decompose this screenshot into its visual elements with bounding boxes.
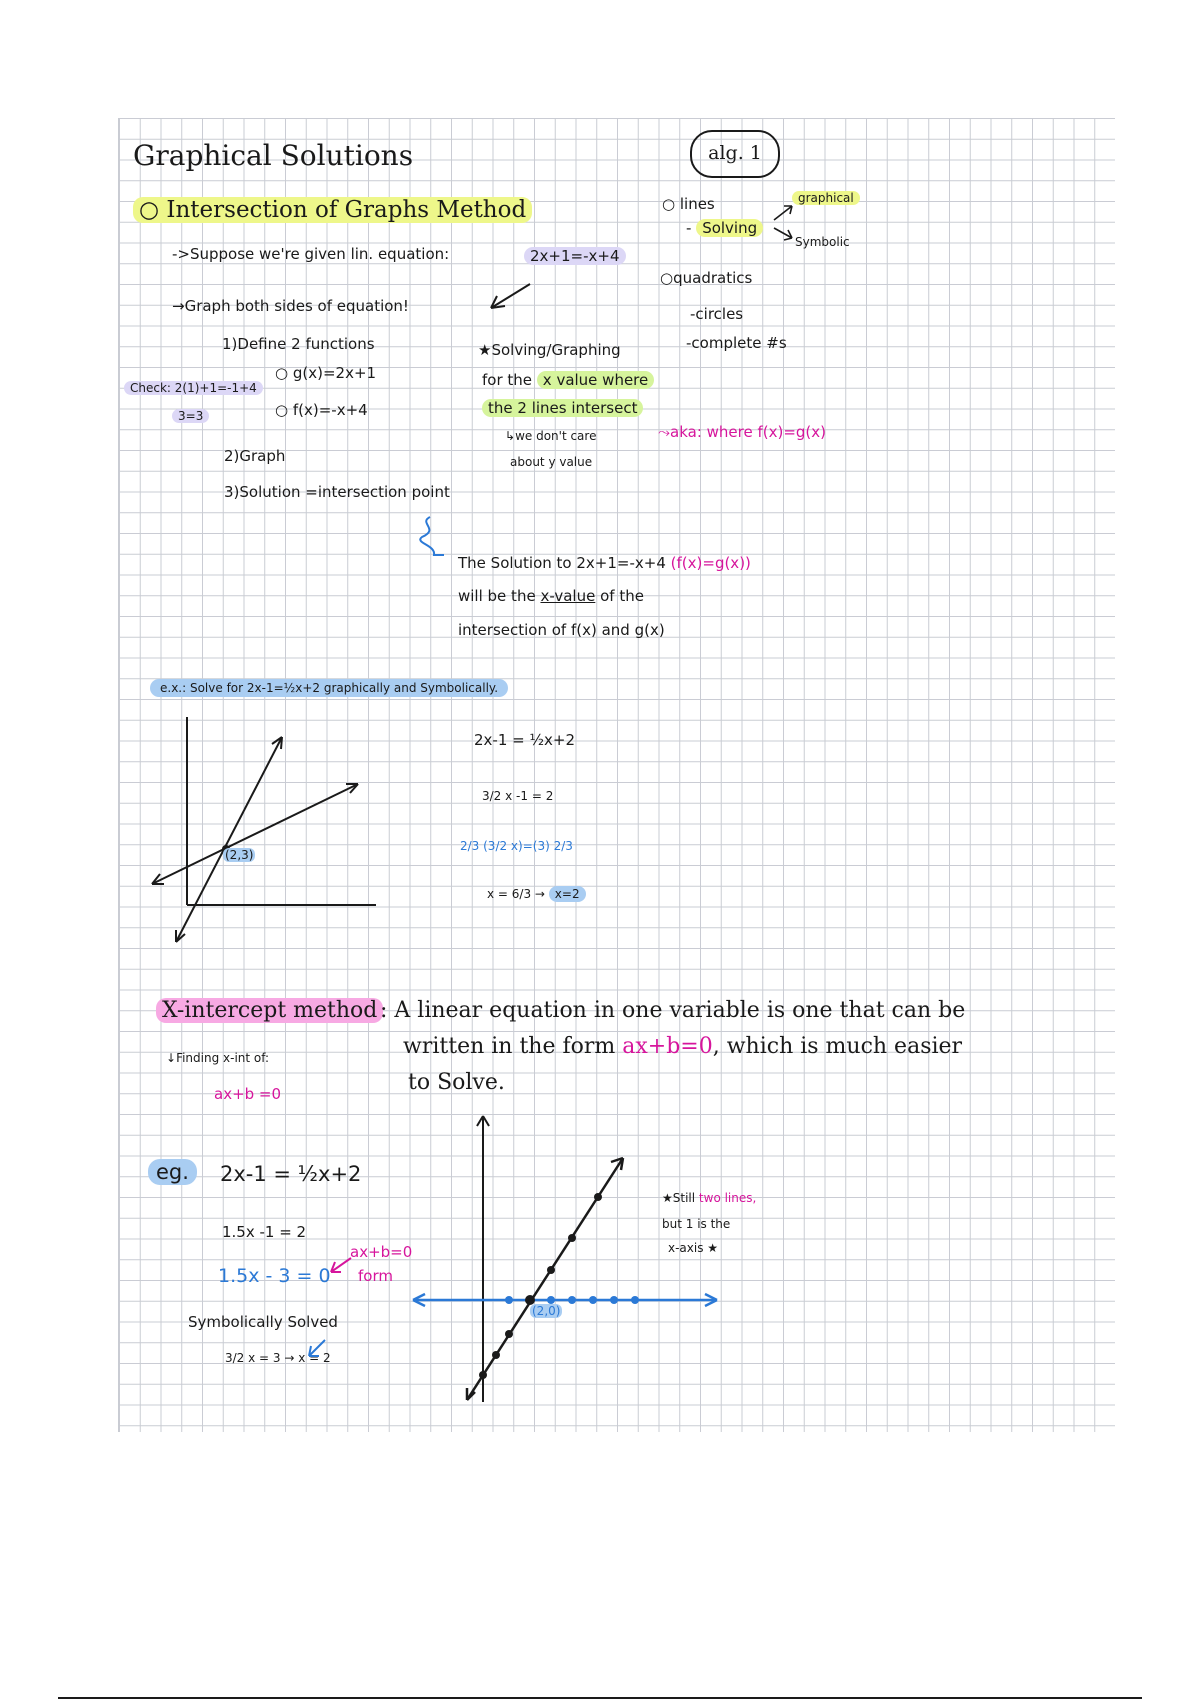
xint-desc-line3: to Solve. (408, 1070, 505, 1095)
g-definition: ○ g(x)=2x+1 (275, 364, 377, 382)
form-note1: ax+b=0 (350, 1243, 413, 1261)
note-line5: about y value (510, 455, 593, 469)
still-two-lines: ★Still two lines, (662, 1191, 757, 1205)
check-result: 3=3 (172, 410, 209, 424)
example1-step2: 3/2 x -1 = 2 (482, 789, 554, 803)
x-axis-note: x-axis ★ (668, 1241, 719, 1255)
topic-lines: ○ lines (662, 195, 715, 213)
example2-step1: 1.5x -1 = 2 (222, 1223, 307, 1241)
page-title: Graphical Solutions (133, 139, 414, 172)
given-equation: 2x+1=-x+4 (524, 248, 626, 265)
aka-note: ⤳aka: where f(x)=g(x) (658, 423, 827, 441)
note-line2: for the x value where (482, 372, 654, 389)
topic-circles: -circles (690, 305, 744, 323)
suppose-text: ->Suppose we're given lin. equation: (172, 245, 450, 263)
subject-tag: alg. 1 (690, 130, 780, 178)
example2-equation: 2x-1 = ½x+2 (220, 1162, 362, 1186)
f-definition: ○ f(x)=-x+4 (275, 401, 368, 419)
note-line3: the 2 lines intersect (482, 400, 643, 417)
topic-graphical: graphical (792, 192, 860, 206)
note-line1: ★Solving/Graphing (478, 341, 621, 359)
check-text: Check: 2(1)+1=-1+4 (124, 382, 263, 396)
topic-quadratics: ○quadratics (660, 269, 753, 287)
note-line4: ↳we don't care (505, 429, 597, 443)
but-one-is: but 1 is the (662, 1217, 731, 1231)
xint-desc-line1: : A linear equation in one variable is one that can be (380, 998, 966, 1023)
xint-desc-line2: written in the form ax+b=0, which is much easier (403, 1034, 963, 1059)
topic-symbolic: Symbolic (795, 235, 850, 249)
topic-solving: - Solving (686, 220, 763, 237)
squiggle-arrow (410, 515, 450, 560)
branch-arrows (772, 200, 802, 250)
intersection-heading: ○ Intersection of Graphs Method (133, 197, 532, 223)
bottom-rule (58, 1697, 1142, 1699)
arrow-to-graph-both (485, 282, 535, 312)
step3-text: 3)Solution =intersection point (224, 483, 450, 501)
example1-step4: x = 6/3 → x=2 (487, 888, 586, 902)
graph-both-text: →Graph both sides of equation! (172, 297, 409, 315)
solved-equation: 3/2 x = 3 → x = 2 (225, 1351, 331, 1365)
example2-label: eg. (148, 1160, 197, 1184)
example1-heading: e.x.: Solve for 2x-1=½x+2 graphically and Symbolically. (150, 682, 508, 696)
symbolically-solved: Symbolically Solved (188, 1313, 338, 1331)
line-2x-minus-1 (176, 737, 282, 942)
line-half-x-plus-2 (152, 784, 358, 884)
example1-point-label: (2,3) (225, 848, 254, 862)
solution-line2: will be the x-value of the (458, 587, 644, 605)
solution-line1: The Solution to 2x+1=-x+4 (f(x)=g(x)) (458, 554, 751, 572)
step2-text: 2)Graph (224, 447, 286, 465)
example2-step2: 1.5x - 3 = 0 (218, 1265, 331, 1287)
example2-graph (405, 1112, 725, 1412)
xint-form: ax+b =0 (214, 1085, 282, 1103)
example1-step3: 2/3 (3/2 x)=(3) 2/3 (460, 839, 573, 853)
finding-xint: ↓Finding x-int of: (166, 1051, 270, 1065)
example1-graph (140, 712, 380, 952)
xint-heading: X-intercept method (156, 998, 383, 1023)
pink-arrow (327, 1254, 355, 1278)
step1-text: 1)Define 2 functions (222, 335, 375, 353)
example1-step1: 2x-1 = ½x+2 (474, 731, 576, 749)
solution-line3: intersection of f(x) and g(x) (458, 621, 665, 639)
topic-complete: -complete #s (686, 334, 787, 352)
blue-arrow (305, 1338, 329, 1360)
form-note2: form (358, 1267, 393, 1285)
example2-point-label: (2,0) (532, 1304, 561, 1318)
